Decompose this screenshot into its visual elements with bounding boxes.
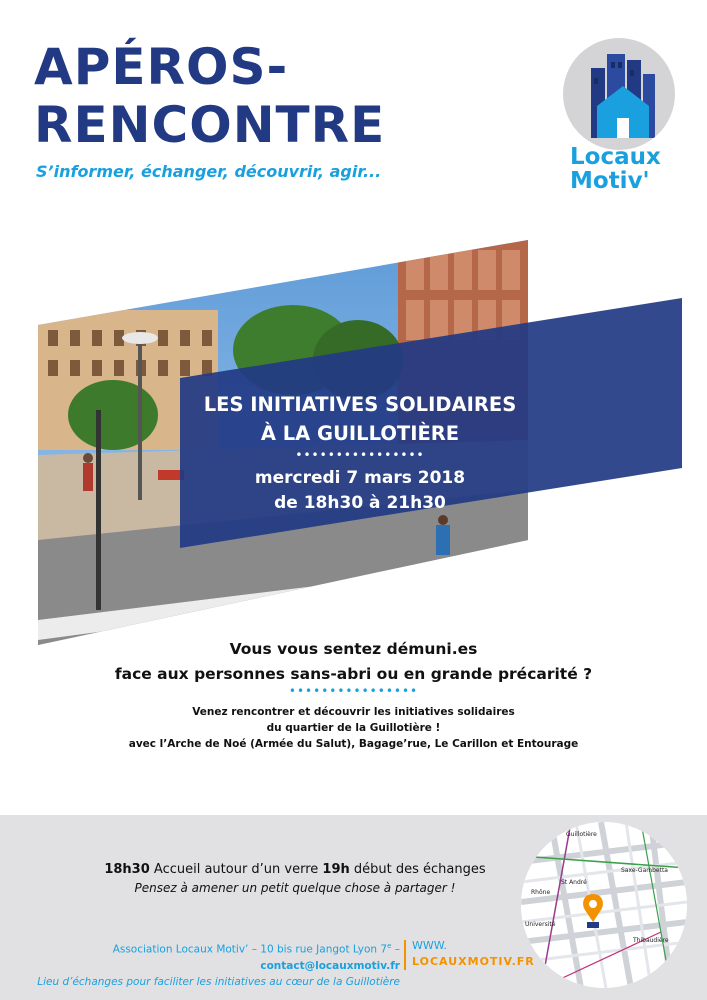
event-separator: •••••••••••••••• bbox=[295, 448, 425, 462]
map-label-rhone: Rhône bbox=[531, 889, 551, 896]
event-time: de 18h30 à 21h30 bbox=[274, 493, 446, 513]
schedule-time-2: 19h bbox=[322, 862, 350, 877]
page-title bbox=[34, 38, 385, 154]
association-info bbox=[0, 938, 400, 990]
logo-wordmark bbox=[570, 145, 661, 193]
schedule bbox=[80, 860, 510, 898]
contact-email-link[interactable]: contact@locauxmotiv.fr bbox=[260, 959, 400, 972]
question-line-2: face aux personnes sans-abri ou en grande précarité ? bbox=[114, 665, 593, 683]
subtitle: S’informer, échanger, découvrir, agir... bbox=[36, 162, 382, 181]
website-prefix: WWW. bbox=[412, 939, 447, 952]
association-text: Association Locaux Motiv’ – 10 bis rue Jangot Lyon 7 bbox=[112, 943, 388, 956]
description bbox=[0, 704, 707, 752]
question-separator: •••••••••••••••• bbox=[288, 684, 419, 698]
schedule-note: Pensez à amener un petit quelque chose à partager ! bbox=[134, 881, 456, 895]
location-map bbox=[521, 822, 687, 988]
event-title-line-2: À LA GUILLOTIÈRE bbox=[260, 422, 460, 445]
logo-badge bbox=[563, 38, 675, 150]
footer-divider bbox=[404, 940, 406, 970]
map-label-guillotiere: Guillotière bbox=[566, 831, 597, 838]
title-line-2: RENCONTRE bbox=[34, 96, 386, 154]
event-date: mercredi 7 mars 2018 bbox=[254, 468, 466, 488]
description-line-2: du quartier de la Guillotière ! bbox=[266, 722, 441, 734]
title-line-1: APÉROS- bbox=[34, 38, 289, 96]
association-sep: – bbox=[391, 943, 400, 956]
map-label-thibaudiere: Thibaudière bbox=[633, 937, 669, 944]
question bbox=[0, 637, 707, 687]
schedule-time-1: 18h30 bbox=[104, 862, 150, 877]
description-line-3: avec l’Arche de Noé (Armée du Salut), Bagage’rue, Le Carillon et Entourage bbox=[128, 738, 579, 750]
association-tagline: Lieu d’échanges pour faciliter les initiatives au cœur de la Guillotière bbox=[37, 975, 400, 988]
website-link[interactable]: LOCAUXMOTIV.FR bbox=[412, 955, 535, 968]
map-label-st-andre: St André bbox=[561, 879, 587, 886]
association-address bbox=[0, 938, 400, 974]
schedule-text-1: Accueil autour d’un verre bbox=[149, 862, 323, 877]
website bbox=[412, 938, 535, 970]
question-line-1: Vous vous sentez démuni.es bbox=[229, 640, 478, 658]
logo-line-1: Locaux bbox=[570, 144, 661, 170]
buildings-house-icon bbox=[563, 38, 675, 150]
description-line-1: Venez rencontrer et découvrir les initiatives solidaires bbox=[192, 706, 515, 718]
schedule-text-2: début des échanges bbox=[349, 862, 486, 877]
association-sup: e bbox=[387, 942, 392, 950]
map-label-universite: Université bbox=[525, 921, 556, 928]
event-info bbox=[180, 390, 540, 516]
schedule-line bbox=[80, 860, 510, 879]
map-label-saxe-gambetta: Saxe-Gambetta bbox=[621, 867, 668, 874]
logo-line-2: Motiv' bbox=[570, 168, 650, 194]
event-title-line-1: LES INITIATIVES SOLIDAIRES bbox=[203, 393, 517, 416]
